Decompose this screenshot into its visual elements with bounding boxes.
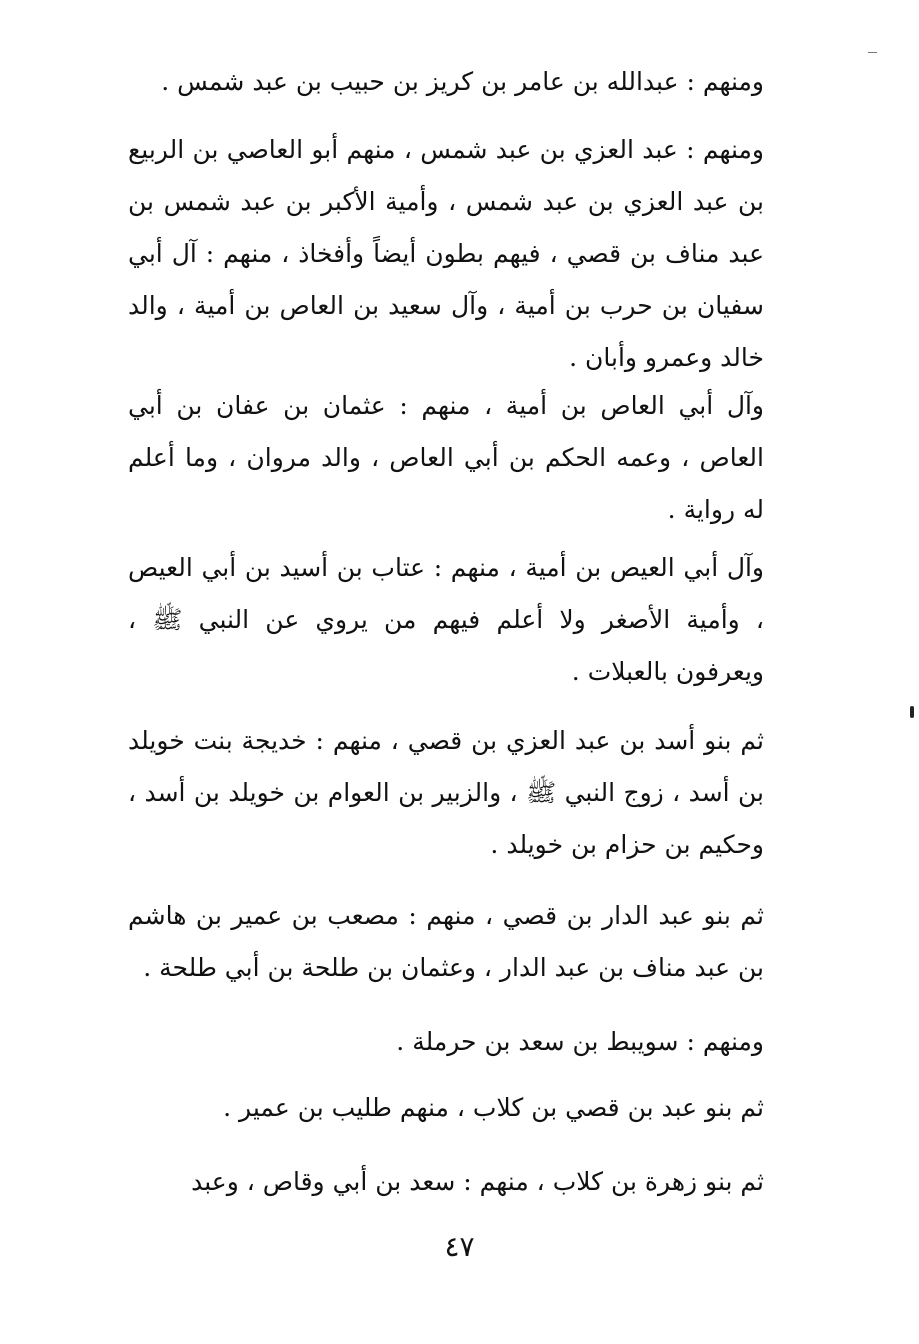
paragraph-2	[128, 124, 834, 384]
paragraph-text: ثم بنو عبد الدار بن قصي ، منهم : مصعب بن عمير بن هاشم بن عبد مناف بن عبد الدار ، وعثمان بن طلحة بن أبي طلحة .	[128, 901, 764, 982]
paragraph-text: ومنهم : عبد العزي بن عبد شمس ، منهم أبو العاصي بن الربيع بن عبد العزي بن عبد شمس ، وأمية الأكبر بن عبد شمس بن عبد مناف بن قصي ، فيهم بطون أيضاً وأفخاذ ، منهم : آل أبي سفيان بن حرب بن أمية ، وآل سعيد بن العاص بن أمية ، والد خالد وعمرو وأبان .	[128, 135, 764, 372]
paragraph-9	[128, 1156, 834, 1208]
paragraph-8	[128, 1082, 834, 1134]
paragraph-text: ومنهم : سويبط بن سعد بن حرملة .	[396, 1027, 764, 1056]
paragraph-text: ثم بنو عبد بن قصي بن كلاب ، منهم طليب بن عمير .	[223, 1093, 764, 1122]
paragraph-text: ومنهم : عبدالله بن عامر بن كريز بن حبيب بن عبد شمس .	[161, 67, 764, 96]
page-number: ٤٧	[444, 1230, 475, 1263]
paragraph-4	[128, 542, 834, 698]
paragraph-text: ثم بنو أسد بن عبد العزي بن قصي ، منهم : خديجة بنت خويلد بن أسد ، زوج النبي ﷺ ، والزبير بن العوام بن خويلد بن أسد ، وحكيم بن حزام بن خويلد .	[128, 726, 764, 859]
paragraph-6	[128, 890, 834, 994]
paragraph-1	[128, 56, 834, 108]
scan-mark	[868, 52, 877, 53]
paragraph-text: ثم بنو زهرة بن كلاب ، منهم : سعد بن أبي وقاص ، وعبد	[191, 1167, 764, 1196]
paragraph-7	[128, 1016, 834, 1068]
paragraph-text: وآل أبي العيص بن أمية ، منهم : عتاب بن أسيد بن أبي العيص ، وأمية الأصغر ولا أعلم فيهم من يروي عن النبي ﷺ ، ويعرفون بالعبلات .	[128, 553, 764, 686]
paragraph-text: وآل أبي العاص بن أمية ، منهم : عثمان بن عفان بن أبي العاص ، وعمه الحكم بن أبي العاص ، والد مروان ، وما أعلم له رواية .	[128, 391, 764, 524]
scan-dot	[910, 706, 914, 718]
paragraph-3	[128, 380, 834, 536]
paragraph-5	[128, 715, 834, 871]
